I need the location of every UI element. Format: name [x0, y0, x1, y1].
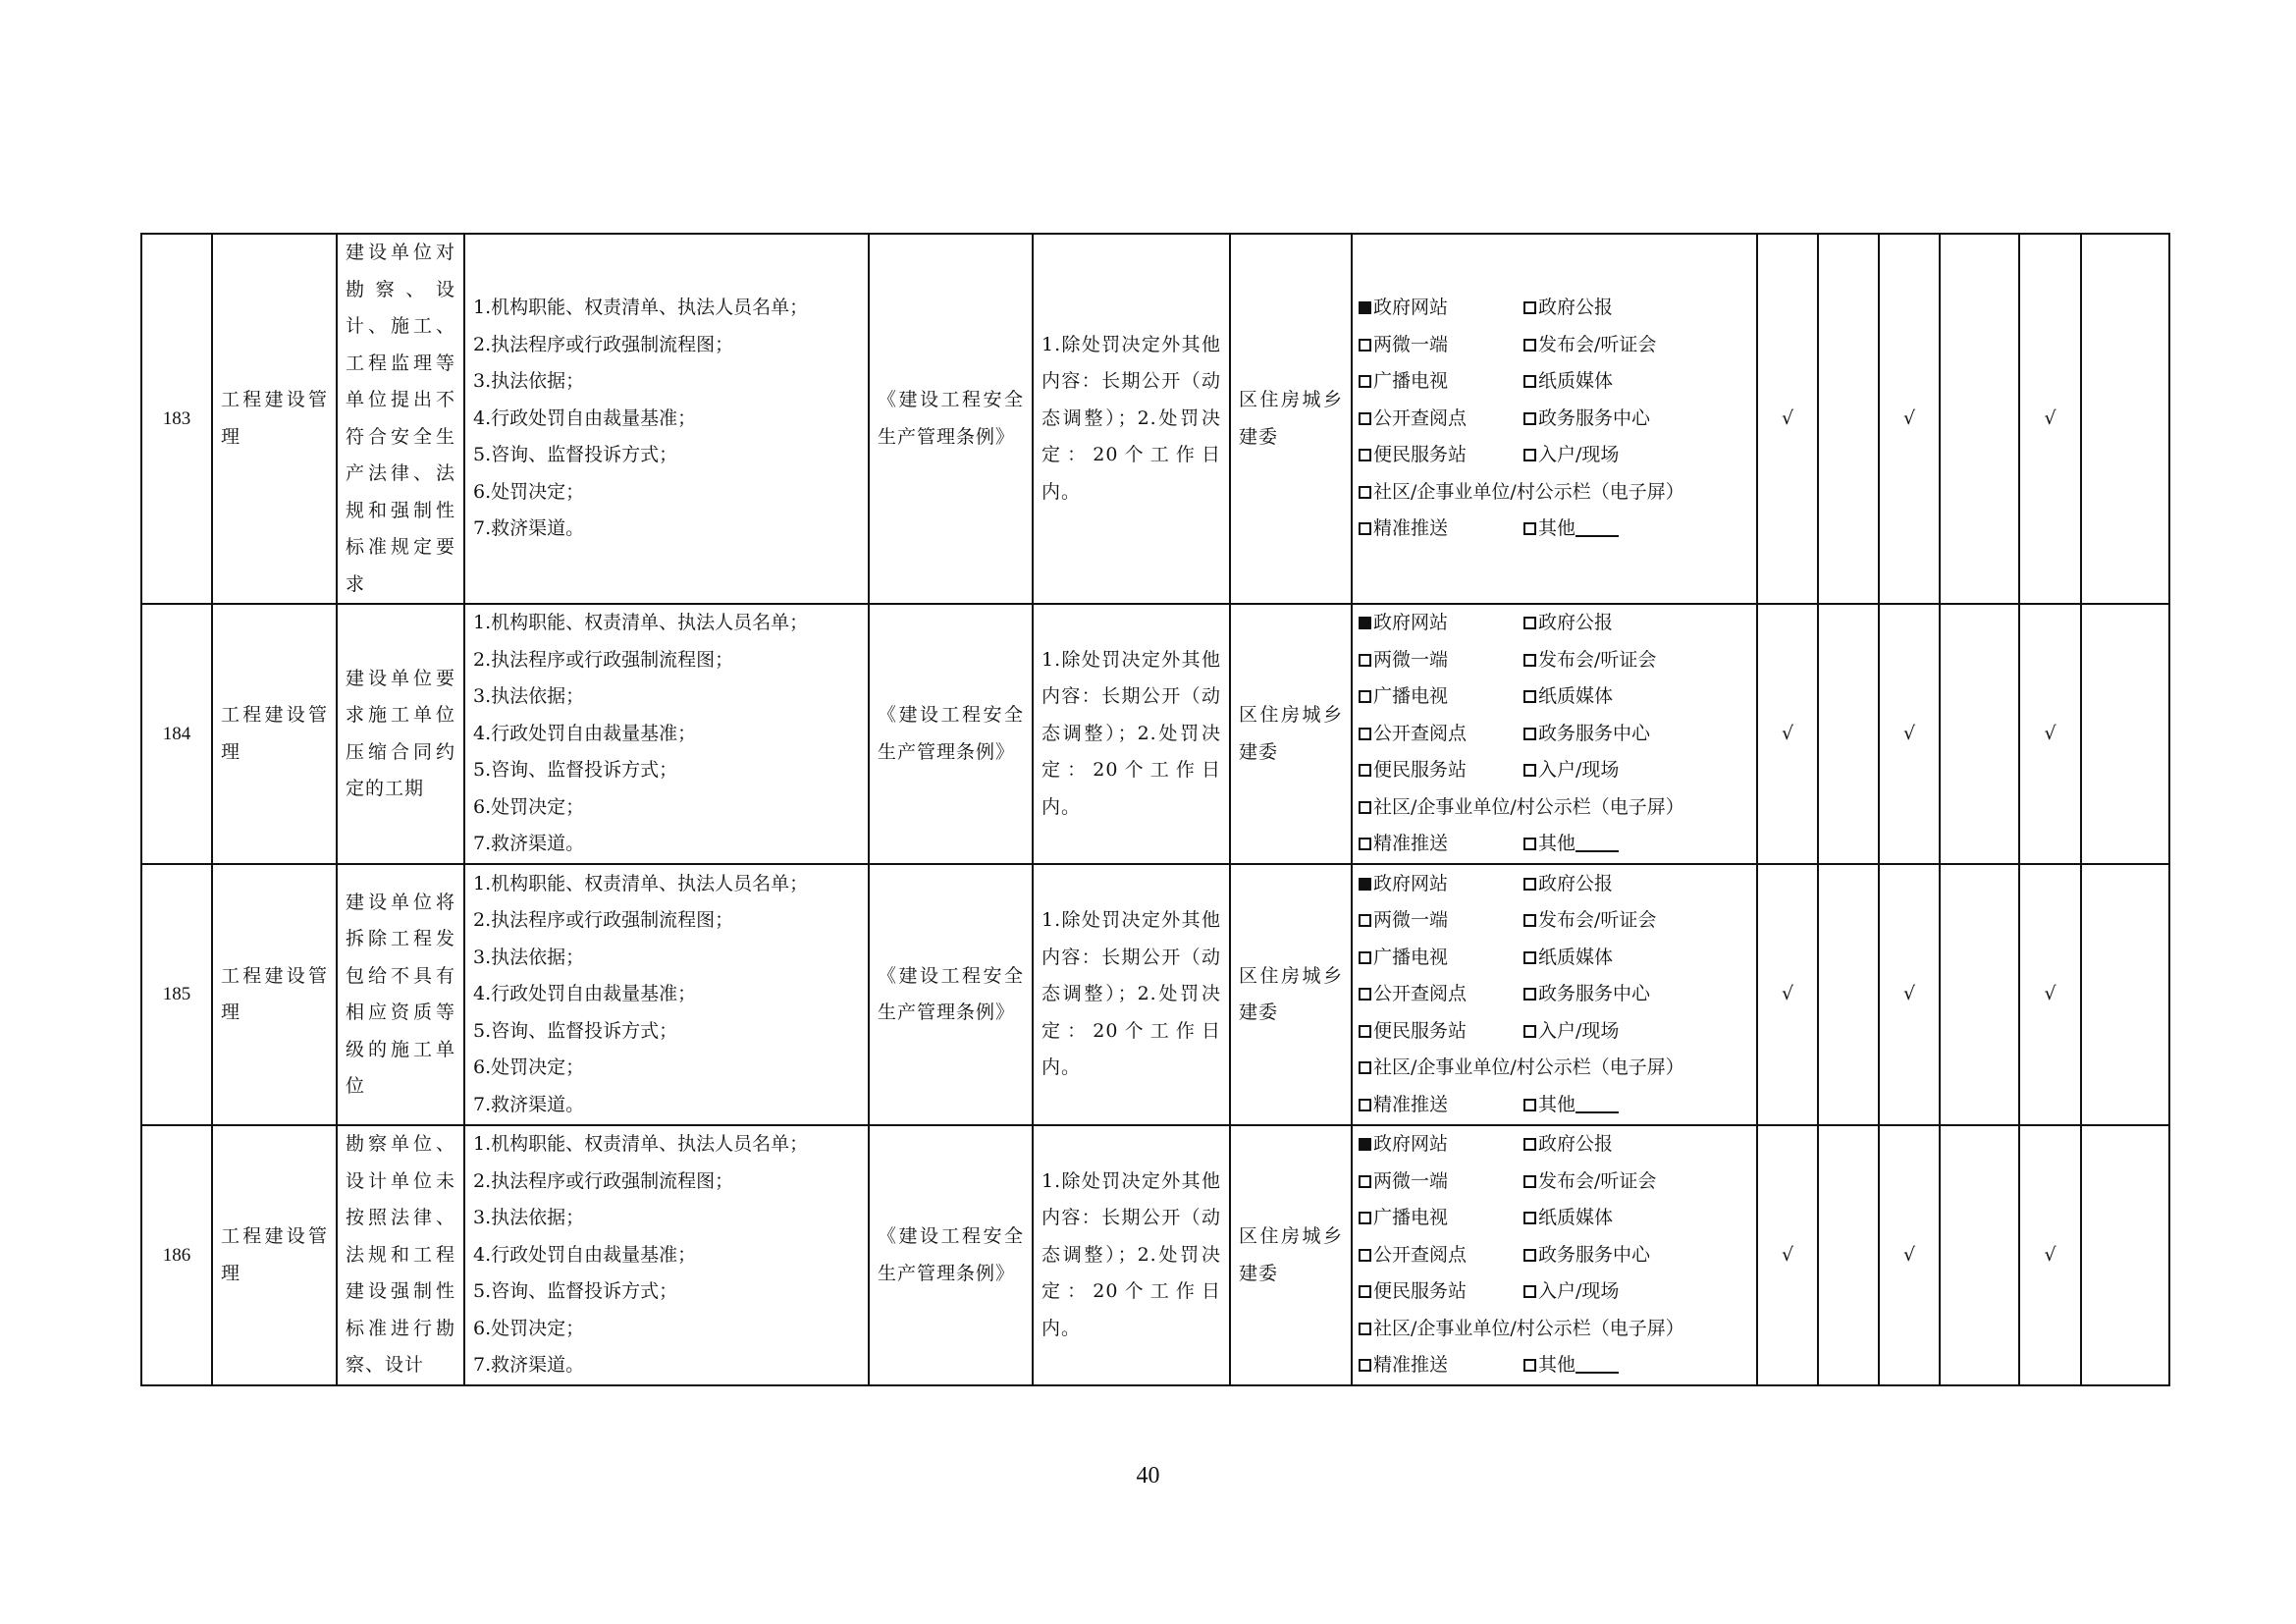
checkbox-icon	[1523, 375, 1536, 388]
channel-label: 精准推送	[1373, 1093, 1449, 1115]
channel-option	[1523, 873, 1613, 894]
channel-line	[1359, 1347, 1750, 1384]
checkbox-icon	[1523, 1099, 1536, 1111]
channel-label: 公开查阅点	[1373, 406, 1468, 429]
channel-line	[1359, 474, 1750, 512]
checked-box-icon	[1359, 1138, 1371, 1151]
checkbox-icon	[1523, 1025, 1536, 1038]
checkbox-icon	[1523, 764, 1536, 777]
checkbox-icon	[1359, 914, 1371, 927]
channel-label: 精准推送	[1373, 517, 1449, 540]
row-number: 185	[141, 864, 212, 1125]
checkbox-icon	[1523, 838, 1536, 850]
check-mark: √	[2019, 864, 2081, 1125]
channel-line	[1359, 976, 1750, 1013]
channel-label: 发布会/听证会	[1538, 648, 1657, 671]
channel-option	[1523, 1170, 1656, 1192]
channel-label: 两微一端	[1373, 333, 1449, 355]
blank-underline	[1575, 515, 1619, 537]
item-cell: 建设单位将拆除工程发包给不具有相应资质等级的施工单位	[337, 864, 464, 1125]
content-line: 1.机构职能、权责清单、执法人员名单；	[473, 297, 809, 319]
channel-label: 纸质媒体	[1538, 1207, 1614, 1229]
channel-label: 两微一端	[1373, 909, 1449, 932]
channel-option	[1523, 517, 1619, 539]
channel-label: 公开查阅点	[1373, 722, 1468, 744]
content-line: 1.机构职能、权责清单、执法人员名单；	[473, 1133, 809, 1156]
channel-option	[1523, 297, 1613, 318]
channel-label: 入户/现场	[1538, 1019, 1620, 1042]
channel-option	[1359, 866, 1523, 903]
content-line: 2.执法程序或行政强制流程图；	[473, 648, 734, 671]
channel-label: 发布会/听证会	[1538, 1169, 1657, 1192]
checkbox-icon	[1523, 878, 1536, 891]
checkbox-icon	[1359, 1249, 1371, 1262]
channel-option	[1523, 1020, 1619, 1042]
channel-line	[1359, 1050, 1750, 1087]
checkbox-icon	[1359, 838, 1371, 850]
channel-option	[1359, 826, 1523, 863]
checkbox-icon	[1359, 486, 1371, 499]
channel-label: 便民服务站	[1373, 444, 1468, 466]
check-mark: √	[2019, 234, 2081, 604]
table-row	[141, 234, 2169, 604]
blank-underline	[1575, 1092, 1619, 1113]
row-number: 183	[141, 234, 212, 604]
checkbox-icon	[1359, 1323, 1371, 1335]
channel-label: 政府网站	[1373, 1133, 1449, 1156]
checkbox-icon	[1359, 690, 1371, 703]
channel-cell	[1352, 1125, 1757, 1385]
row-number: 184	[141, 604, 212, 864]
checkbox-icon	[1359, 801, 1371, 814]
check-mark	[1818, 604, 1879, 864]
channel-line	[1359, 1126, 1750, 1164]
channel-option	[1523, 612, 1613, 633]
channel-label: 广播电视	[1373, 946, 1449, 968]
content-line: 6.处罚决定；	[473, 1317, 585, 1339]
channel-label: 政府公报	[1538, 872, 1614, 894]
check-mark	[1818, 1125, 1879, 1385]
channel-label: 入户/现场	[1538, 1280, 1620, 1303]
content-line: 7.救济渠道。	[473, 517, 585, 540]
checkbox-icon	[1523, 339, 1536, 352]
checkbox-icon	[1359, 449, 1371, 461]
channel-line	[1359, 642, 1750, 679]
channel-option	[1359, 605, 1523, 642]
channel-option	[1523, 444, 1619, 465]
check-mark	[1818, 864, 1879, 1125]
check-mark: √	[1879, 864, 1940, 1125]
content-line: 3.执法依据；	[473, 946, 585, 968]
table-row	[141, 604, 2169, 864]
channel-option	[1523, 1244, 1650, 1266]
checkbox-icon	[1359, 375, 1371, 388]
channel-cell	[1352, 864, 1757, 1125]
content-line: 7.救济渠道。	[473, 1093, 585, 1115]
channel-label: 精准推送	[1373, 833, 1449, 855]
checkbox-icon	[1359, 1025, 1371, 1038]
check-mark	[1940, 864, 2019, 1125]
checkbox-icon	[1523, 301, 1536, 314]
channel-label: 政府公报	[1538, 612, 1614, 634]
channel-option	[1523, 759, 1619, 781]
channel-option	[1359, 1087, 1523, 1124]
category-cell: 工程建设管理	[212, 864, 337, 1125]
content-cell	[464, 234, 869, 604]
basis-cell: 《建设工程安全生产管理条例》	[869, 864, 1033, 1125]
channel-line	[1359, 605, 1750, 642]
channel-option	[1523, 1280, 1619, 1302]
time-cell: 1.除处罚决定外其他内容：长期公开（动态调整）；2.处罚决定：20个工作日内。	[1033, 234, 1230, 604]
channel-option	[1359, 401, 1523, 438]
check-mark: √	[1879, 234, 1940, 604]
checkbox-icon	[1359, 339, 1371, 352]
check-mark: √	[1757, 1125, 1818, 1385]
channel-line	[1359, 1164, 1750, 1201]
checkbox-icon	[1359, 728, 1371, 740]
channel-label: 其他	[1538, 1093, 1576, 1115]
channel-option	[1523, 1354, 1619, 1376]
channel-option	[1359, 976, 1523, 1013]
table-row	[141, 864, 2169, 1125]
check-mark	[2081, 864, 2169, 1125]
content-line: 5.咨询、监督投诉方式；	[473, 1280, 678, 1303]
checkbox-icon	[1523, 522, 1536, 535]
channel-label: 广播电视	[1373, 370, 1449, 393]
checkbox-icon	[1523, 1212, 1536, 1224]
check-mark: √	[1879, 1125, 1940, 1385]
checkbox-icon	[1523, 654, 1536, 667]
check-mark	[1940, 1125, 2019, 1385]
channel-option	[1359, 1126, 1523, 1164]
time-cell: 1.除处罚决定外其他内容：长期公开（动态调整）；2.处罚决定：20个工作日内。	[1033, 1125, 1230, 1385]
channel-option	[1523, 407, 1650, 429]
channel-option	[1523, 1133, 1613, 1155]
channel-option	[1359, 1347, 1523, 1384]
checkbox-icon	[1523, 1138, 1536, 1151]
content-line: 7.救济渠道。	[473, 1354, 585, 1377]
basis-cell: 《建设工程安全生产管理条例》	[869, 234, 1033, 604]
checkbox-icon	[1359, 1061, 1371, 1074]
channel-line	[1359, 1087, 1750, 1124]
channel-option	[1523, 1094, 1619, 1115]
channel-option	[1359, 1056, 1684, 1078]
channel-line	[1359, 363, 1750, 401]
channel-label: 社区/企事业单位/村公示栏（电子屏）	[1373, 1317, 1684, 1339]
channel-line	[1359, 1311, 1750, 1348]
time-cell: 1.除处罚决定外其他内容：长期公开（动态调整）；2.处罚决定：20个工作日内。	[1033, 604, 1230, 864]
category-cell: 工程建设管理	[212, 604, 337, 864]
check-mark	[2081, 234, 2169, 604]
channel-line	[1359, 826, 1750, 863]
channel-option	[1523, 909, 1656, 931]
channel-option	[1359, 678, 1523, 716]
channel-option	[1359, 437, 1523, 474]
channel-label: 便民服务站	[1373, 1280, 1468, 1303]
content-line: 4.行政处罚自由裁量基准；	[473, 1243, 697, 1266]
channel-option	[1523, 685, 1613, 707]
checkbox-icon	[1523, 728, 1536, 740]
check-mark	[1940, 604, 2019, 864]
channel-label: 其他	[1538, 517, 1576, 540]
channel-label: 政府公报	[1538, 297, 1614, 319]
channel-line	[1359, 327, 1750, 364]
content-cell	[464, 1125, 869, 1385]
channel-option	[1523, 833, 1619, 854]
checkbox-icon	[1359, 522, 1371, 535]
channel-option	[1523, 1207, 1613, 1228]
channel-line	[1359, 1013, 1750, 1051]
channel-label: 社区/企事业单位/村公示栏（电子屏）	[1373, 795, 1684, 818]
channel-label: 公开查阅点	[1373, 1243, 1468, 1266]
checkbox-icon	[1523, 1285, 1536, 1298]
channel-label: 便民服务站	[1373, 759, 1468, 782]
channel-line	[1359, 716, 1750, 753]
content-line: 5.咨询、监督投诉方式；	[473, 1019, 678, 1042]
channel-option	[1523, 983, 1650, 1004]
channel-option	[1523, 947, 1613, 968]
channel-line	[1359, 866, 1750, 903]
subject-cell: 区住房城乡建委	[1230, 234, 1352, 604]
basis-cell: 《建设工程安全生产管理条例》	[869, 1125, 1033, 1385]
checkbox-icon	[1359, 654, 1371, 667]
channel-option	[1359, 1164, 1523, 1201]
channel-label: 社区/企事业单位/村公示栏（电子屏）	[1373, 1056, 1684, 1079]
checkbox-icon	[1523, 1249, 1536, 1262]
channel-option	[1359, 752, 1523, 789]
channel-label: 两微一端	[1373, 1169, 1449, 1192]
checkbox-icon	[1359, 1175, 1371, 1188]
channel-label: 政务服务中心	[1538, 722, 1651, 744]
check-mark	[2081, 604, 2169, 864]
checkbox-icon	[1523, 449, 1536, 461]
channel-line	[1359, 1200, 1750, 1237]
content-line: 2.执法程序或行政强制流程图；	[473, 333, 734, 355]
content-line: 3.执法依据；	[473, 1207, 585, 1229]
channel-option	[1359, 481, 1684, 503]
channel-label: 公开查阅点	[1373, 983, 1468, 1005]
subject-cell: 区住房城乡建委	[1230, 604, 1352, 864]
channel-line	[1359, 401, 1750, 438]
channel-option	[1359, 1318, 1684, 1339]
channel-option	[1523, 334, 1656, 355]
checked-box-icon	[1359, 878, 1371, 891]
checkbox-icon	[1523, 951, 1536, 964]
channel-label: 发布会/听证会	[1538, 909, 1657, 932]
channel-label: 发布会/听证会	[1538, 333, 1657, 355]
content-cell	[464, 864, 869, 1125]
checkbox-icon	[1523, 1175, 1536, 1188]
subject-cell: 区住房城乡建委	[1230, 1125, 1352, 1385]
check-mark	[1940, 234, 2019, 604]
checkbox-icon	[1523, 412, 1536, 425]
subject-cell: 区住房城乡建委	[1230, 864, 1352, 1125]
row-number: 186	[141, 1125, 212, 1385]
checkbox-icon	[1359, 1099, 1371, 1111]
item-cell: 勘察单位、设计单位未按照法律、法规和工程建设强制性标准进行勘察、设计	[337, 1125, 464, 1385]
channel-option	[1523, 649, 1656, 671]
channel-option	[1359, 716, 1523, 753]
channel-line	[1359, 290, 1750, 327]
checkbox-icon	[1359, 412, 1371, 425]
check-mark: √	[1757, 234, 1818, 604]
channel-label: 便民服务站	[1373, 1019, 1468, 1042]
channel-label: 政府网站	[1373, 612, 1449, 634]
basis-cell: 《建设工程安全生产管理条例》	[869, 604, 1033, 864]
channel-line	[1359, 1237, 1750, 1274]
blank-underline	[1575, 831, 1619, 852]
channel-line	[1359, 1273, 1750, 1311]
channel-option	[1359, 796, 1684, 818]
category-cell: 工程建设管理	[212, 1125, 337, 1385]
content-line: 1.机构职能、权责清单、执法人员名单；	[473, 612, 809, 634]
channel-line	[1359, 940, 1750, 977]
content-line: 5.咨询、监督投诉方式；	[473, 759, 678, 782]
time-cell: 1.除处罚决定外其他内容：长期公开（动态调整）；2.处罚决定：20个工作日内。	[1033, 864, 1230, 1125]
channel-line	[1359, 511, 1750, 548]
channel-label: 政府网站	[1373, 297, 1449, 319]
channel-label: 广播电视	[1373, 1207, 1449, 1229]
checkbox-icon	[1359, 988, 1371, 1001]
channel-option	[1523, 723, 1650, 744]
channel-option	[1359, 1200, 1523, 1237]
channel-label: 入户/现场	[1538, 444, 1620, 466]
check-mark: √	[1757, 864, 1818, 1125]
checkbox-icon	[1359, 1212, 1371, 1224]
content-line: 6.处罚决定；	[473, 1056, 585, 1079]
channel-label: 入户/现场	[1538, 759, 1620, 782]
category-cell: 工程建设管理	[212, 234, 337, 604]
channel-line	[1359, 902, 1750, 940]
channel-option	[1359, 290, 1523, 327]
check-mark: √	[1879, 604, 1940, 864]
content-line: 4.行政处罚自由裁量基准；	[473, 406, 697, 429]
content-line: 3.执法依据；	[473, 370, 585, 393]
channel-option	[1359, 1237, 1523, 1274]
channel-label: 精准推送	[1373, 1354, 1449, 1377]
content-cell	[464, 604, 869, 864]
channel-label: 纸质媒体	[1538, 685, 1614, 708]
channel-label: 政务服务中心	[1538, 1243, 1651, 1266]
channel-cell	[1352, 604, 1757, 864]
channel-label: 社区/企事业单位/村公示栏（电子屏）	[1373, 480, 1684, 503]
channel-label: 政府公报	[1538, 1133, 1614, 1156]
channel-line	[1359, 789, 1750, 827]
channel-label: 纸质媒体	[1538, 946, 1614, 968]
channel-option	[1359, 363, 1523, 401]
channel-label: 其他	[1538, 1354, 1576, 1377]
check-mark: √	[1757, 604, 1818, 864]
channel-label: 广播电视	[1373, 685, 1449, 708]
checkbox-icon	[1359, 951, 1371, 964]
check-mark	[2081, 1125, 2169, 1385]
checkbox-icon	[1523, 914, 1536, 927]
channel-option	[1523, 370, 1613, 392]
channel-label: 政府网站	[1373, 872, 1449, 894]
checkbox-icon	[1523, 690, 1536, 703]
channel-option	[1359, 1013, 1523, 1051]
channel-label: 其他	[1538, 833, 1576, 855]
channel-line	[1359, 678, 1750, 716]
blank-underline	[1575, 1352, 1619, 1374]
content-line: 2.执法程序或行政强制流程图；	[473, 909, 734, 932]
checked-box-icon	[1359, 617, 1371, 629]
content-line: 6.处罚决定；	[473, 795, 585, 818]
content-line: 1.机构职能、权责清单、执法人员名单；	[473, 872, 809, 894]
content-line: 4.行政处罚自由裁量基准；	[473, 722, 697, 744]
channel-label: 纸质媒体	[1538, 370, 1614, 393]
check-mark	[1818, 234, 1879, 604]
check-mark: √	[2019, 1125, 2081, 1385]
content-line: 7.救济渠道。	[473, 833, 585, 855]
channel-line	[1359, 437, 1750, 474]
item-cell: 建设单位要求施工单位压缩合同约定的工期	[337, 604, 464, 864]
channel-option	[1359, 1273, 1523, 1311]
check-mark: √	[2019, 604, 2081, 864]
checkbox-icon	[1523, 1359, 1536, 1372]
channel-option	[1359, 902, 1523, 940]
channel-label: 两微一端	[1373, 648, 1449, 671]
channel-option	[1359, 511, 1523, 548]
content-line: 6.处罚决定；	[473, 480, 585, 503]
disclosure-table	[140, 233, 2170, 1386]
checkbox-icon	[1359, 1359, 1371, 1372]
channel-label: 政务服务中心	[1538, 983, 1651, 1005]
content-line: 3.执法依据；	[473, 685, 585, 708]
page-number: 40	[1136, 1463, 1160, 1489]
channel-option	[1359, 642, 1523, 679]
channel-option	[1359, 327, 1523, 364]
content-line: 2.执法程序或行政强制流程图；	[473, 1169, 734, 1192]
checkbox-icon	[1523, 988, 1536, 1001]
content-line: 5.咨询、监督投诉方式；	[473, 444, 678, 466]
checkbox-icon	[1359, 1285, 1371, 1298]
checked-box-icon	[1359, 301, 1371, 314]
channel-cell	[1352, 234, 1757, 604]
channel-line	[1359, 752, 1750, 789]
checkbox-icon	[1523, 617, 1536, 629]
channel-option	[1359, 940, 1523, 977]
channel-label: 政务服务中心	[1538, 406, 1651, 429]
content-line: 4.行政处罚自由裁量基准；	[473, 983, 697, 1005]
checkbox-icon	[1359, 764, 1371, 777]
item-cell: 建设单位对勘察、设计、施工、工程监理等单位提出不符合安全生产法律、法规和强制性标准规定要求	[337, 234, 464, 604]
table-row	[141, 1125, 2169, 1385]
